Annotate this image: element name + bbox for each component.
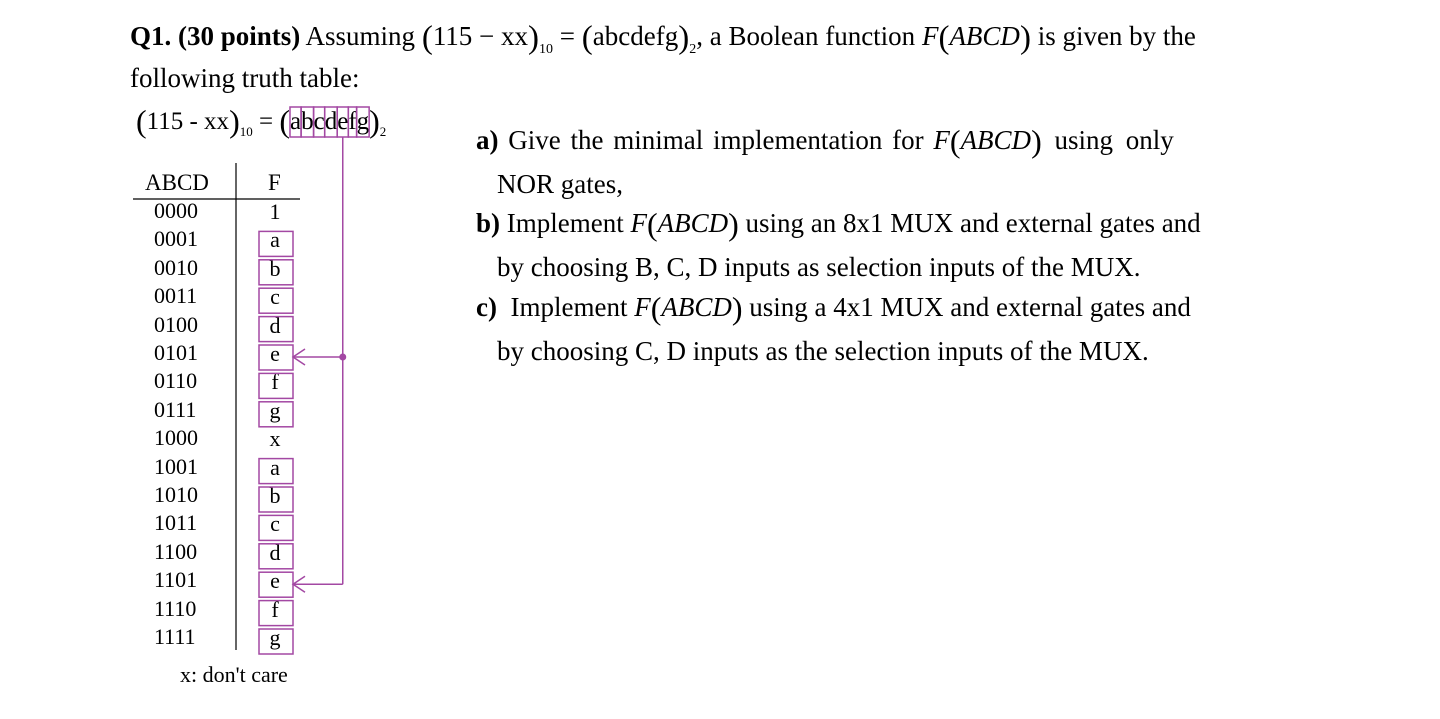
output-cell-box (259, 487, 293, 512)
diagram-bit-box (314, 107, 325, 137)
part-a-func: F (933, 125, 950, 155)
part-b-text1: Implement (500, 208, 631, 238)
part-c-line2: by choosing C, D inputs as the selection inputs of the MUX. (497, 336, 1149, 366)
output-cell-box (259, 288, 293, 313)
table-header-input: ABCD (145, 170, 209, 195)
table-row-output: a (270, 227, 280, 253)
table-row-output: g (269, 397, 281, 423)
diagram-bit-b: b (301, 108, 314, 135)
part-b-func-args: ABCD (657, 208, 729, 238)
question-number: Q1. (130, 21, 172, 51)
part-c-func: F (634, 292, 651, 322)
heading-text-middle: , a Boolean function (696, 21, 922, 51)
heading-eq-lhs: 115 − xx (432, 21, 529, 51)
diagram-eq-equals: = (258, 108, 274, 135)
table-row-output: e (270, 568, 280, 594)
output-cell-box (259, 601, 293, 626)
heading-line2: following truth table: (130, 63, 360, 93)
heading-eq-rhs-base: 2 (689, 42, 697, 57)
table-row-output: c (270, 284, 280, 310)
diagram-bit-box (337, 107, 348, 137)
table-row-output: g (269, 625, 281, 650)
table-row-input: 1001 (154, 453, 198, 479)
diagram-bit-box (357, 107, 370, 137)
question-heading: Q1. (30 points) Assuming $(115 - xx)_{10}$ = $(abcdefg)_2$, a Boolean function F(ABCD) is given by the (130, 20, 1196, 57)
table-row-output: f (271, 369, 279, 395)
part-a-label: a) (476, 125, 499, 155)
diagram-equation: $(115 - xx)_{10}$ = $(abcdefg)_2$ (136, 103, 387, 139)
heading-eq-lhs-base: 10 (539, 42, 554, 57)
diagram-bit-f: f (348, 108, 357, 135)
table-row-input: 0010 (154, 254, 198, 280)
table-row-output: b (269, 255, 281, 281)
part-c-line1: c) Implement F(ABCD) using a 4x1 MUX and external gates and (476, 290, 1191, 326)
diagram-bit-box (290, 107, 301, 137)
diagram-bit-box (301, 107, 314, 137)
diagram-bit-g: g (356, 108, 370, 135)
part-a-text2: using only (1041, 125, 1174, 155)
table-row-output: f (271, 596, 279, 622)
question-points: (30 points) (178, 21, 301, 51)
part-a-line2: NOR gates, (497, 169, 623, 199)
part-b-line2: by choosing B, C, D inputs as selection inputs of the MUX. (497, 252, 1141, 282)
output-cell-box (259, 515, 293, 540)
table-row-output: d (269, 539, 281, 565)
diagram-bit-box (348, 107, 356, 137)
output-cell-box (259, 260, 293, 285)
heading-text-after: is given by the (1030, 21, 1196, 51)
output-cell-box (259, 544, 293, 569)
table-row-output: b (269, 483, 281, 508)
part-c-text1: Implement (496, 292, 635, 322)
output-cell-box (259, 231, 293, 256)
heading-text-before: Assuming (300, 21, 422, 51)
table-row-input: 0110 (154, 368, 198, 394)
table-row-input: 1100 (154, 538, 198, 564)
part-c-text2: using a 4x1 MUX and external gates and (742, 292, 1191, 322)
diagram-eq-lhs: 115 - xx (146, 108, 230, 135)
part-a-func-args: ABCD (960, 125, 1032, 155)
output-cell-box (259, 459, 293, 484)
table-row-output: a (270, 454, 280, 480)
diagram-eq-rhs-base: 2 (379, 124, 387, 139)
table-row-output: e (270, 341, 280, 366)
table-header-output: F (268, 170, 281, 195)
diagram-bit-a: a (289, 108, 302, 135)
table-row-input: 1011 (154, 510, 198, 536)
heading-func: F (921, 21, 939, 51)
table-row-output: 1 (269, 199, 281, 224)
table-row-input: 0111 (154, 396, 197, 422)
output-cell-box (259, 402, 293, 427)
diagram-bit-box (325, 107, 338, 137)
heading-eq-rhs: abcdefg (592, 21, 679, 51)
output-cell-box (259, 373, 293, 398)
part-c-func-args: ABCD (661, 292, 732, 322)
table-row-input: 1010 (154, 482, 198, 507)
diagram-bit-e: e (337, 108, 349, 135)
heading-func-args: ABCD (949, 21, 1020, 51)
table-row-input: 0000 (154, 198, 198, 223)
table-row-input: 1101 (154, 567, 198, 593)
diagram-bit-c: c (313, 108, 325, 135)
dont-care-note: x: don't care (180, 662, 288, 687)
part-b-line1: b) Implement F(ABCD) using an 8x1 MUX and external gates and (476, 206, 1201, 242)
table-row-input: 1111 (154, 624, 196, 649)
output-cell-box (259, 345, 293, 370)
table-row-input: 0101 (154, 340, 198, 365)
part-b-func: F (630, 208, 647, 238)
part-a-line1: a) Give the minimal implementation for F(ABCD) using only (476, 123, 1174, 159)
table-row-output: c (270, 511, 280, 537)
part-a-text1: Give the minimal implementation for (498, 125, 934, 155)
table-row-input: 0100 (154, 311, 198, 337)
diagram-eq-lhs-base: 10 (239, 124, 253, 139)
output-cell-box (259, 317, 293, 342)
output-cell-box (259, 572, 293, 597)
part-c-label: c) (476, 292, 497, 322)
table-row-input: 1000 (154, 425, 198, 451)
table-row-input: 1110 (154, 595, 197, 621)
diagram-bit-d: d (324, 108, 338, 135)
table-row-input: 0001 (154, 226, 198, 252)
output-cell-box (259, 629, 293, 654)
table-row-input: 0011 (154, 283, 198, 309)
table-row-output: x (269, 426, 281, 452)
part-b-text2: using an 8x1 MUX and external gates and (738, 208, 1201, 238)
part-b-label: b) (476, 208, 501, 238)
table-row-output: d (269, 312, 281, 338)
